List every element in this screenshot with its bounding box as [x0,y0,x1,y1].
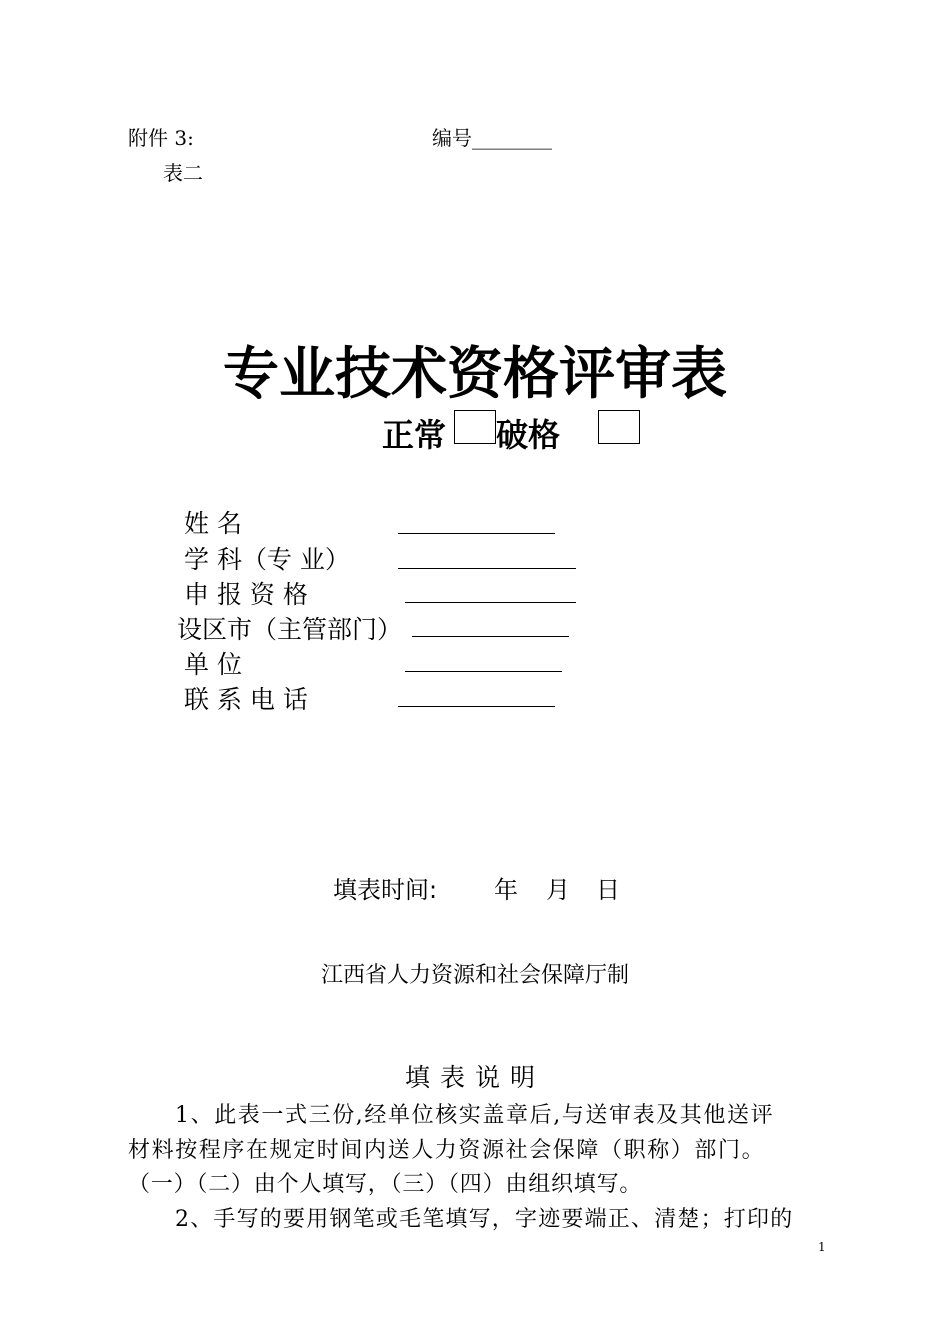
instruction-line: 1、此表一式三份,经单位核实盖章后,与送审表及其他送评 [175,1103,775,1128]
field-label-city-department: 设区市（主管部门） [177,615,403,644]
serial-number-field[interactable]: 编号________ [432,126,552,150]
field-label-discipline: 学 科（专 业） [184,545,350,574]
page-number: 1 [818,1240,826,1254]
fill-date-year: 年 [494,876,518,904]
instructions-title: 填表说明 [404,1063,545,1092]
field-label-qualification: 申 报 资 格 [184,580,308,609]
phone-input-line[interactable] [398,706,555,707]
attachment-label: 附件 3: [128,126,194,150]
fill-date-month: 月 [546,876,570,904]
unit-input-line[interactable] [405,671,562,672]
field-label-phone: 联 系 电 话 [184,685,308,714]
exceptional-category-checkbox[interactable] [598,410,640,444]
name-input-line[interactable] [398,533,555,534]
issuer-label: 江西省人力资源和社会保障厅制 [320,963,629,988]
page-title: 专业技术资格评审表 [223,342,727,407]
fill-date-label: 填表时间: [333,876,438,904]
qualification-input-line[interactable] [405,602,576,603]
instruction-line: 材料按程序在规定时间内送人力资源社会保障（职称）部门。 [128,1138,766,1163]
fill-date-day: 日 [596,876,620,904]
instruction-line: （一）（二）由个人填写，（三）（四）由组织填写。 [128,1172,643,1197]
field-label-unit: 单 位 [184,650,242,679]
instruction-line: 2、手写的要用钢笔或毛笔填写，字迹要端正、清楚；打印的 [175,1207,794,1232]
discipline-input-line[interactable] [398,568,576,569]
normal-category-label: 正常 [382,416,447,454]
city-department-input-line[interactable] [412,636,569,637]
table-number-label: 表二 [163,161,203,185]
exceptional-category-label: 破格 [496,416,561,454]
normal-category-checkbox[interactable] [454,410,496,444]
field-label-name: 姓 名 [184,509,242,538]
